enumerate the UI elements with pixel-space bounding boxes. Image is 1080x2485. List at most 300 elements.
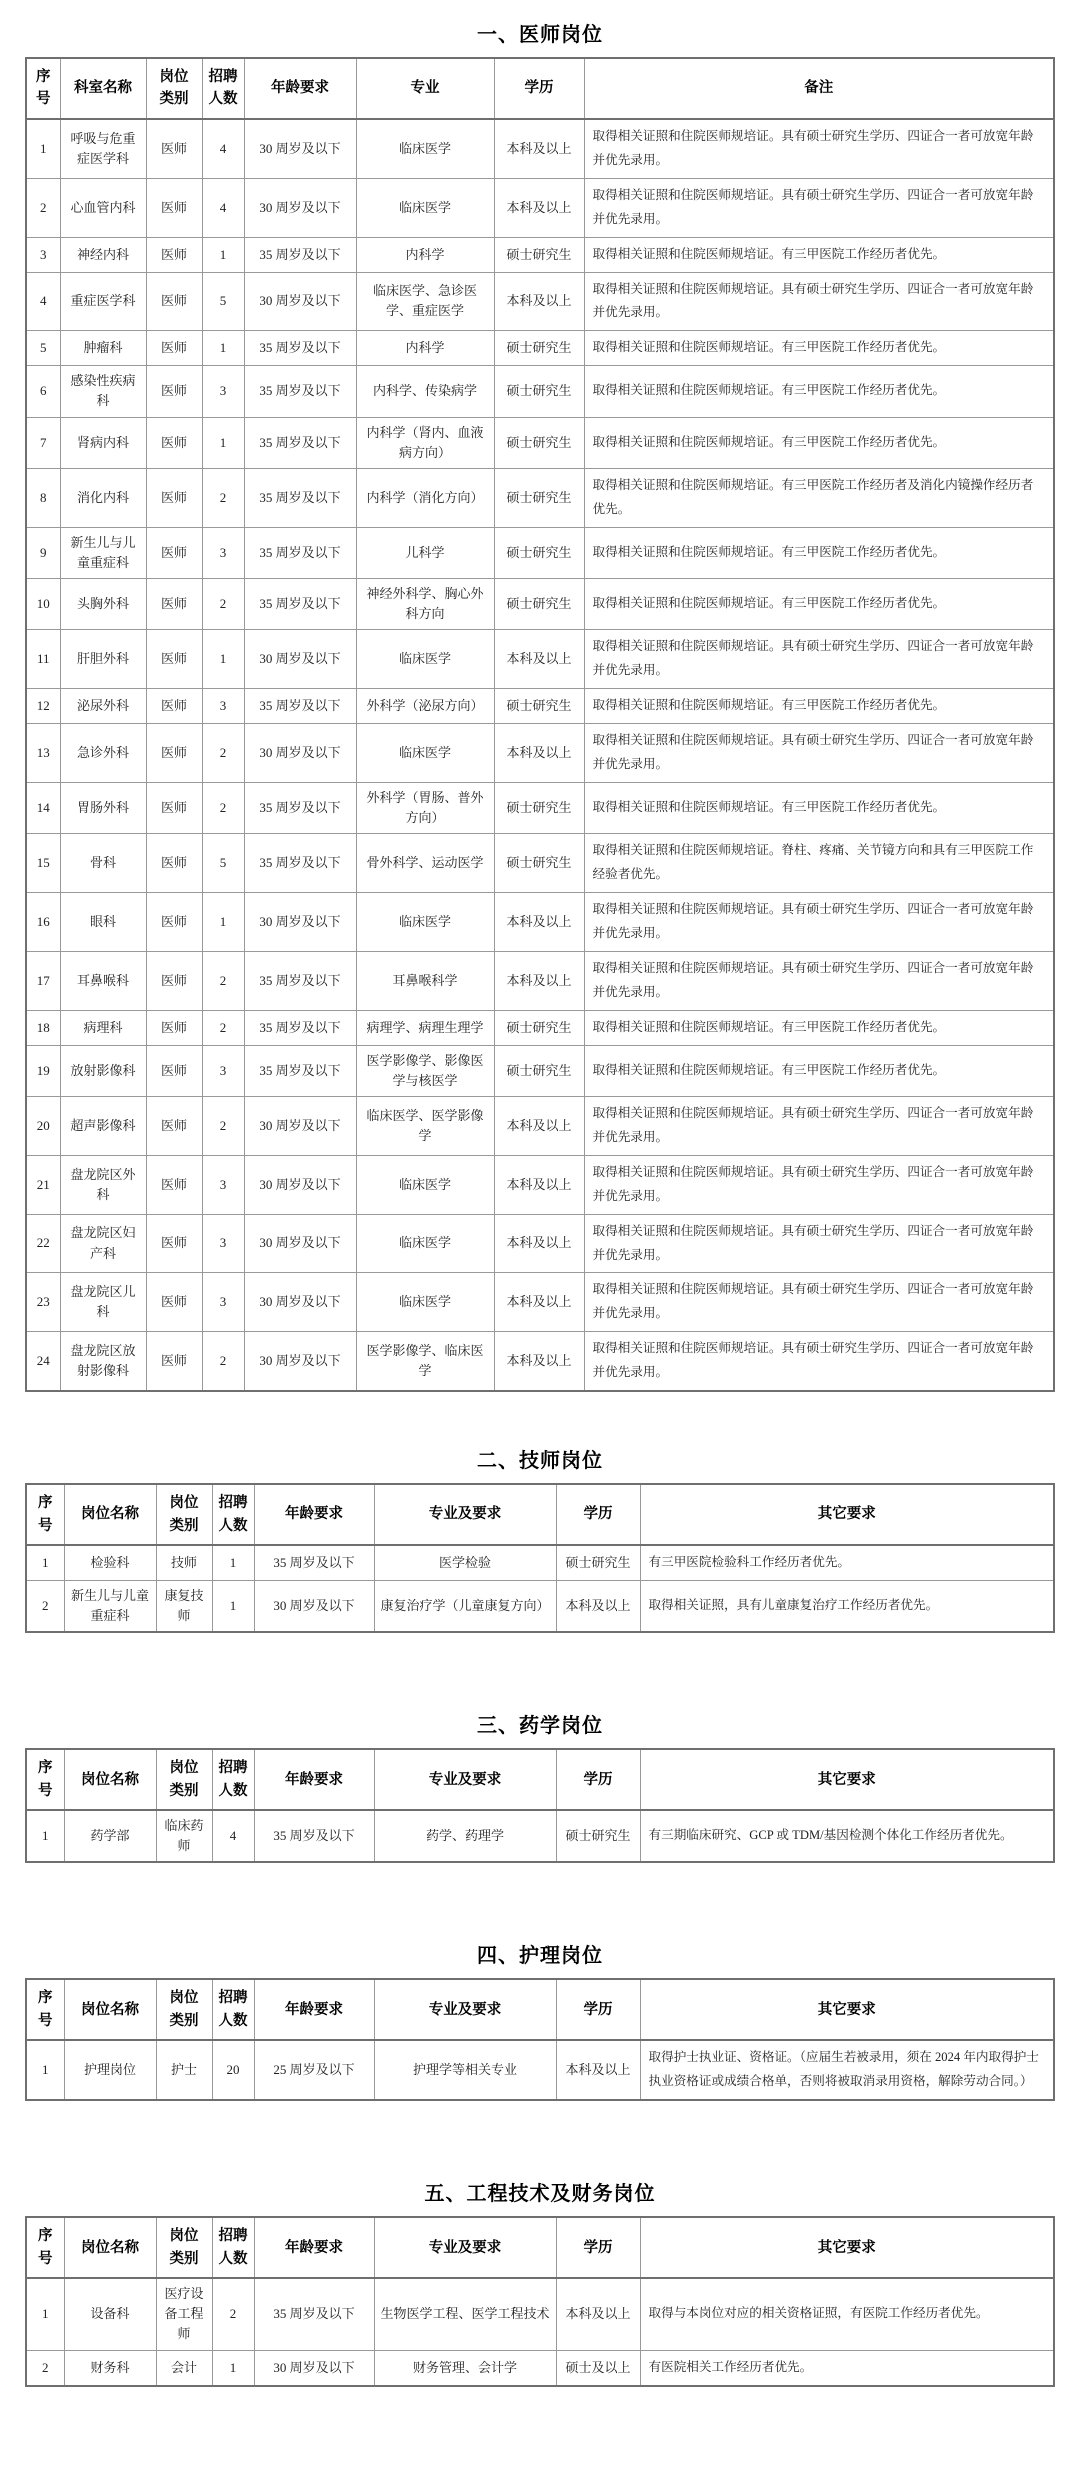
cell-dept: 肿瘤科 — [60, 331, 146, 366]
cell-age: 35 周岁及以下 — [254, 1810, 374, 1862]
table-row — [26, 2350, 1054, 2385]
cell-dept: 检验科 — [64, 1545, 156, 1580]
cell-no: 10 — [26, 579, 60, 630]
table-row — [26, 1155, 1054, 1214]
column-header: 其它要求 — [640, 2217, 1054, 2278]
cell-remark: 取得相关证照和住院医师规培证。有三甲医院工作经历者优先。 — [584, 331, 1054, 366]
cell-dept: 药学部 — [64, 1810, 156, 1862]
cell-remark: 有三期临床研究、GCP 或 TDM/基因检测个体化工作经历者优先。 — [640, 1810, 1054, 1862]
cell-remark: 取得相关证照和住院医师规培证。具有硕士研究生学历、四证合一者可放宽年龄并优先录用。 — [584, 272, 1054, 331]
cell-cat: 医师 — [146, 1045, 202, 1096]
cell-cat: 护士 — [156, 2040, 212, 2100]
cell-cat: 医师 — [146, 366, 202, 417]
cell-num: 3 — [202, 527, 244, 578]
table-row — [26, 1810, 1054, 1862]
cell-major: 临床医学 — [356, 724, 494, 783]
cell-remark: 取得相关证照和住院医师规培证。有三甲医院工作经历者优先。 — [584, 689, 1054, 724]
cell-dept: 感染性疾病科 — [60, 366, 146, 417]
cell-major: 临床医学、医学影像学 — [356, 1096, 494, 1155]
cell-remark: 取得相关证照和住院医师规培证。具有硕士研究生学历、四证合一者可放宽年龄并优先录用。 — [584, 724, 1054, 783]
cell-num: 4 — [202, 178, 244, 237]
cell-age: 35 周岁及以下 — [244, 1010, 356, 1045]
cell-num: 3 — [202, 366, 244, 417]
table-row — [26, 178, 1054, 237]
cell-edu: 硕士研究生 — [494, 366, 584, 417]
cell-age: 35 周岁及以下 — [244, 468, 356, 527]
cell-age: 30 周岁及以下 — [244, 1332, 356, 1391]
cell-dept: 呼吸与危重症医学科 — [60, 119, 146, 178]
cell-age: 30 周岁及以下 — [254, 1580, 374, 1632]
cell-dept: 消化内科 — [60, 468, 146, 527]
table-row — [26, 1273, 1054, 1332]
cell-cat: 医师 — [146, 1010, 202, 1045]
cell-num: 2 — [202, 782, 244, 833]
cell-no: 17 — [26, 951, 60, 1010]
cell-edu: 本科及以上 — [556, 2278, 640, 2350]
cell-age: 30 周岁及以下 — [244, 272, 356, 331]
column-header: 专业及要求 — [374, 2217, 556, 2278]
cell-age: 35 周岁及以下 — [254, 2278, 374, 2350]
cell-major: 临床医学 — [356, 1214, 494, 1273]
cell-cat: 医师 — [146, 237, 202, 272]
cell-cat: 医师 — [146, 951, 202, 1010]
column-header: 招聘 人数 — [212, 1484, 254, 1545]
cell-age: 35 周岁及以下 — [244, 417, 356, 468]
table-row — [26, 237, 1054, 272]
cell-edu: 本科及以上 — [494, 724, 584, 783]
cell-cat: 医师 — [146, 331, 202, 366]
table-header-row — [26, 2217, 1054, 2278]
column-header: 招聘 人数 — [202, 58, 244, 119]
column-header: 招聘 人数 — [212, 1979, 254, 2040]
cell-edu: 本科及以上 — [494, 893, 584, 952]
cell-dept: 病理科 — [60, 1010, 146, 1045]
cell-major: 内科学 — [356, 237, 494, 272]
column-header: 学历 — [494, 58, 584, 119]
cell-major: 康复治疗学（儿童康复方向） — [374, 1580, 556, 1632]
cell-num: 2 — [202, 724, 244, 783]
cell-dept: 耳鼻喉科 — [60, 951, 146, 1010]
cell-no: 13 — [26, 724, 60, 783]
cell-num: 4 — [202, 119, 244, 178]
cell-num: 1 — [202, 237, 244, 272]
cell-age: 35 周岁及以下 — [244, 782, 356, 833]
cell-age: 35 周岁及以下 — [244, 1045, 356, 1096]
section-spacer — [25, 1396, 1055, 1430]
cell-major: 临床医学、急诊医学、重症医学 — [356, 272, 494, 331]
cell-major: 财务管理、会计学 — [374, 2350, 556, 2385]
cell-major: 内科学、传染病学 — [356, 366, 494, 417]
cell-dept: 盘龙院区儿科 — [60, 1273, 146, 1332]
cell-major: 外科学（泌尿方向） — [356, 689, 494, 724]
cell-num: 3 — [202, 689, 244, 724]
cell-cat: 会计 — [156, 2350, 212, 2385]
cell-num: 20 — [212, 2040, 254, 2100]
cell-age: 35 周岁及以下 — [244, 237, 356, 272]
table-row — [26, 1545, 1054, 1580]
cell-major: 内科学（肾内、血液病方向） — [356, 417, 494, 468]
cell-major: 临床医学 — [356, 630, 494, 689]
cell-major: 临床医学 — [356, 893, 494, 952]
table-header-row — [26, 58, 1054, 119]
section-spacer — [25, 2105, 1055, 2163]
cell-remark: 取得相关证照和住院医师规培证。具有硕士研究生学历、四证合一者可放宽年龄并优先录用。 — [584, 1273, 1054, 1332]
cell-edu: 硕士研究生 — [494, 1010, 584, 1045]
cell-cat: 医师 — [146, 468, 202, 527]
cell-edu: 本科及以上 — [494, 1214, 584, 1273]
cell-no: 3 — [26, 237, 60, 272]
cell-remark: 取得相关证照，具有儿童康复治疗工作经历者优先。 — [640, 1580, 1054, 1632]
cell-no: 2 — [26, 2350, 64, 2385]
column-header: 岗位名称 — [64, 1979, 156, 2040]
section-title-technician: 二、技师岗位 — [477, 1450, 603, 1473]
column-header: 专业及要求 — [374, 1979, 556, 2040]
jobs-table-physician — [25, 57, 1055, 1392]
cell-edu: 硕士及以上 — [556, 2350, 640, 2385]
cell-dept: 急诊外科 — [60, 724, 146, 783]
cell-major: 临床医学 — [356, 1273, 494, 1332]
cell-cat: 医师 — [146, 1332, 202, 1391]
column-header: 年龄要求 — [244, 58, 356, 119]
cell-age: 30 周岁及以下 — [244, 1096, 356, 1155]
cell-edu: 本科及以上 — [494, 1096, 584, 1155]
cell-age: 35 周岁及以下 — [244, 689, 356, 724]
cell-no: 8 — [26, 468, 60, 527]
column-header: 备注 — [584, 58, 1054, 119]
cell-major: 药学、药理学 — [374, 1810, 556, 1862]
cell-no: 2 — [26, 1580, 64, 1632]
cell-num: 2 — [202, 1332, 244, 1391]
column-header: 序 号 — [26, 1979, 64, 2040]
cell-num: 3 — [202, 1045, 244, 1096]
cell-remark: 取得相关证照和住院医师规培证。具有硕士研究生学历、四证合一者可放宽年龄并优先录用。 — [584, 178, 1054, 237]
cell-cat: 医师 — [146, 893, 202, 952]
cell-remark: 取得相关证照和住院医师规培证。有三甲医院工作经历者优先。 — [584, 527, 1054, 578]
cell-edu: 硕士研究生 — [494, 579, 584, 630]
cell-no: 14 — [26, 782, 60, 833]
cell-cat: 医师 — [146, 724, 202, 783]
cell-age: 25 周岁及以下 — [254, 2040, 374, 2100]
table-row — [26, 417, 1054, 468]
cell-num: 2 — [202, 468, 244, 527]
column-header: 招聘 人数 — [212, 2217, 254, 2278]
cell-no: 1 — [26, 1545, 64, 1580]
cell-edu: 硕士研究生 — [556, 1810, 640, 1862]
cell-cat: 医师 — [146, 119, 202, 178]
cell-dept: 重症医学科 — [60, 272, 146, 331]
cell-remark: 取得相关证照和住院医师规培证。脊柱、疼痛、关节镜方向和具有三甲医院工作经验者优先。 — [584, 834, 1054, 893]
table-header-row — [26, 1484, 1054, 1545]
cell-dept: 盘龙院区外科 — [60, 1155, 146, 1214]
cell-major: 医学影像学、临床医学 — [356, 1332, 494, 1391]
cell-no: 6 — [26, 366, 60, 417]
table-row — [26, 1214, 1054, 1273]
cell-edu: 本科及以上 — [494, 1155, 584, 1214]
cell-dept: 骨科 — [60, 834, 146, 893]
column-header: 序 号 — [26, 1749, 64, 1810]
column-header: 岗位名称 — [64, 2217, 156, 2278]
cell-no: 22 — [26, 1214, 60, 1273]
cell-edu: 硕士研究生 — [494, 331, 584, 366]
column-header: 年龄要求 — [254, 1484, 374, 1545]
cell-remark: 取得相关证照和住院医师规培证。有三甲医院工作经历者优先。 — [584, 782, 1054, 833]
cell-edu: 本科及以上 — [494, 119, 584, 178]
column-header: 科室名称 — [60, 58, 146, 119]
table-row — [26, 630, 1054, 689]
section-title-engineering: 五、工程技术及财务岗位 — [424, 2183, 656, 2206]
cell-dept: 财务科 — [64, 2350, 156, 2385]
column-header: 专业及要求 — [374, 1484, 556, 1545]
cell-remark: 取得相关证照和住院医师规培证。有三甲医院工作经历者优先。 — [584, 417, 1054, 468]
table-row — [26, 834, 1054, 893]
cell-no: 19 — [26, 1045, 60, 1096]
cell-remark: 取得相关证照和住院医师规培证。具有硕士研究生学历、四证合一者可放宽年龄并优先录用。 — [584, 1332, 1054, 1391]
cell-num: 1 — [202, 331, 244, 366]
cell-no: 21 — [26, 1155, 60, 1214]
cell-major: 耳鼻喉科学 — [356, 951, 494, 1010]
cell-cat: 医师 — [146, 417, 202, 468]
cell-age: 30 周岁及以下 — [244, 893, 356, 952]
cell-num: 3 — [202, 1273, 244, 1332]
cell-dept: 新生儿与儿童重症科 — [60, 527, 146, 578]
cell-dept: 护理岗位 — [64, 2040, 156, 2100]
cell-age: 35 周岁及以下 — [244, 834, 356, 893]
table-row — [26, 119, 1054, 178]
table-row — [26, 724, 1054, 783]
section-spacer — [25, 1867, 1055, 1925]
cell-dept: 设备科 — [64, 2278, 156, 2350]
cell-age: 30 周岁及以下 — [244, 1273, 356, 1332]
cell-edu: 硕士研究生 — [494, 417, 584, 468]
cell-edu: 硕士研究生 — [494, 782, 584, 833]
cell-cat: 医师 — [146, 689, 202, 724]
cell-cat: 医师 — [146, 527, 202, 578]
table-row — [26, 1045, 1054, 1096]
cell-major: 护理学等相关专业 — [374, 2040, 556, 2100]
cell-dept: 眼科 — [60, 893, 146, 952]
cell-remark: 取得相关证照和住院医师规培证。具有硕士研究生学历、四证合一者可放宽年龄并优先录用。 — [584, 951, 1054, 1010]
jobs-table-pharmacy — [25, 1748, 1055, 1863]
cell-no: 18 — [26, 1010, 60, 1045]
cell-no: 11 — [26, 630, 60, 689]
column-header: 序 号 — [26, 1484, 64, 1545]
column-header: 序 号 — [26, 2217, 64, 2278]
cell-major: 临床医学 — [356, 119, 494, 178]
cell-remark: 取得相关证照和住院医师规培证。有三甲医院工作经历者优先。 — [584, 237, 1054, 272]
cell-major: 病理学、病理生理学 — [356, 1010, 494, 1045]
cell-major: 内科学（消化方向） — [356, 468, 494, 527]
column-header: 其它要求 — [640, 1979, 1054, 2040]
table-row — [26, 1580, 1054, 1632]
cell-num: 2 — [202, 1096, 244, 1155]
cell-dept: 肾病内科 — [60, 417, 146, 468]
column-header: 招聘 人数 — [212, 1749, 254, 1810]
column-header: 学历 — [556, 1749, 640, 1810]
cell-remark: 取得护士执业证、资格证。（应届生若被录用，须在 2024 年内取得护士执业资格证或成绩合格单，否则将被取消录用资格，解除劳动合同。） — [640, 2040, 1054, 2100]
cell-major: 临床医学 — [356, 1155, 494, 1214]
cell-edu: 本科及以上 — [494, 178, 584, 237]
cell-dept: 新生儿与儿童重症科 — [64, 1580, 156, 1632]
table-row — [26, 689, 1054, 724]
cell-dept: 神经内科 — [60, 237, 146, 272]
section-title-nursing: 四、护理岗位 — [477, 1945, 603, 1968]
cell-dept: 胃肠外科 — [60, 782, 146, 833]
cell-major: 外科学（胃肠、普外方向） — [356, 782, 494, 833]
cell-no: 12 — [26, 689, 60, 724]
column-header: 专业及要求 — [374, 1749, 556, 1810]
table-header-row — [26, 1979, 1054, 2040]
cell-num: 3 — [202, 1155, 244, 1214]
column-header: 岗位 类别 — [146, 58, 202, 119]
cell-remark: 取得相关证照和住院医师规培证。有三甲医院工作经历者优先。 — [584, 366, 1054, 417]
column-header: 学历 — [556, 2217, 640, 2278]
cell-no: 23 — [26, 1273, 60, 1332]
cell-cat: 医师 — [146, 1096, 202, 1155]
cell-edu: 本科及以上 — [494, 272, 584, 331]
cell-num: 4 — [212, 1810, 254, 1862]
cell-cat: 医师 — [146, 630, 202, 689]
cell-age: 30 周岁及以下 — [244, 119, 356, 178]
cell-remark: 取得相关证照和住院医师规培证。具有硕士研究生学历、四证合一者可放宽年龄并优先录用。 — [584, 1096, 1054, 1155]
cell-dept: 盘龙院区妇产科 — [60, 1214, 146, 1273]
cell-no: 9 — [26, 527, 60, 578]
cell-cat: 医师 — [146, 834, 202, 893]
table-header-row — [26, 1749, 1054, 1810]
cell-dept: 盘龙院区放射影像科 — [60, 1332, 146, 1391]
cell-major: 医学检验 — [374, 1545, 556, 1580]
cell-edu: 硕士研究生 — [494, 468, 584, 527]
cell-cat: 医师 — [146, 1273, 202, 1332]
table-row — [26, 1010, 1054, 1045]
table-row — [26, 527, 1054, 578]
column-header: 岗位 类别 — [156, 2217, 212, 2278]
cell-num: 2 — [212, 2278, 254, 2350]
cell-age: 35 周岁及以下 — [244, 527, 356, 578]
table-row — [26, 893, 1054, 952]
cell-no: 20 — [26, 1096, 60, 1155]
column-header: 年龄要求 — [254, 1749, 374, 1810]
cell-remark: 取得相关证照和住院医师规培证。具有硕士研究生学历、四证合一者可放宽年龄并优先录用。 — [584, 893, 1054, 952]
column-header: 岗位 类别 — [156, 1749, 212, 1810]
column-header: 序 号 — [26, 58, 60, 119]
cell-major: 骨外科学、运动医学 — [356, 834, 494, 893]
cell-remark: 取得相关证照和住院医师规培证。有三甲医院工作经历者优先。 — [584, 1045, 1054, 1096]
table-row — [26, 1096, 1054, 1155]
cell-dept: 泌尿外科 — [60, 689, 146, 724]
table-row — [26, 2278, 1054, 2350]
cell-cat: 医疗设备工程师 — [156, 2278, 212, 2350]
cell-dept: 放射影像科 — [60, 1045, 146, 1096]
cell-major: 医学影像学、影像医学与核医学 — [356, 1045, 494, 1096]
column-header: 学历 — [556, 1979, 640, 2040]
cell-no: 5 — [26, 331, 60, 366]
cell-num: 5 — [202, 834, 244, 893]
cell-num: 5 — [202, 272, 244, 331]
cell-cat: 医师 — [146, 178, 202, 237]
cell-num: 1 — [212, 1545, 254, 1580]
cell-remark: 有医院相关工作经历者优先。 — [640, 2350, 1054, 2385]
cell-num: 3 — [202, 1214, 244, 1273]
jobs-table-nursing — [25, 1978, 1055, 2101]
cell-cat: 技师 — [156, 1545, 212, 1580]
cell-edu: 硕士研究生 — [494, 689, 584, 724]
column-header: 其它要求 — [640, 1749, 1054, 1810]
cell-age: 35 周岁及以下 — [244, 951, 356, 1010]
cell-remark: 取得相关证照和住院医师规培证。有三甲医院工作经历者及消化内镜操作经历者优先。 — [584, 468, 1054, 527]
cell-age: 30 周岁及以下 — [244, 630, 356, 689]
column-header: 岗位 类别 — [156, 1484, 212, 1545]
cell-cat: 医师 — [146, 782, 202, 833]
cell-num: 1 — [212, 2350, 254, 2385]
column-header: 岗位 类别 — [156, 1979, 212, 2040]
cell-cat: 医师 — [146, 1155, 202, 1214]
jobs-table-technician — [25, 1483, 1055, 1633]
cell-num: 1 — [202, 893, 244, 952]
cell-num: 1 — [202, 417, 244, 468]
cell-num: 2 — [202, 579, 244, 630]
cell-no: 4 — [26, 272, 60, 331]
cell-dept: 肝胆外科 — [60, 630, 146, 689]
cell-no: 15 — [26, 834, 60, 893]
table-row — [26, 272, 1054, 331]
cell-edu: 本科及以上 — [556, 1580, 640, 1632]
cell-dept: 超声影像科 — [60, 1096, 146, 1155]
cell-remark: 取得相关证照和住院医师规培证。具有硕士研究生学历、四证合一者可放宽年龄并优先录用。 — [584, 1155, 1054, 1214]
cell-edu: 本科及以上 — [494, 951, 584, 1010]
cell-age: 30 周岁及以下 — [244, 724, 356, 783]
table-row — [26, 468, 1054, 527]
cell-no: 1 — [26, 2040, 64, 2100]
table-row — [26, 579, 1054, 630]
cell-age: 30 周岁及以下 — [244, 178, 356, 237]
cell-remark: 取得相关证照和住院医师规培证。有三甲医院工作经历者优先。 — [584, 579, 1054, 630]
cell-edu: 本科及以上 — [494, 1332, 584, 1391]
section-spacer — [25, 1637, 1055, 1695]
cell-age: 30 周岁及以下 — [244, 1155, 356, 1214]
column-header: 学历 — [556, 1484, 640, 1545]
cell-edu: 硕士研究生 — [494, 237, 584, 272]
column-header: 年龄要求 — [254, 2217, 374, 2278]
cell-dept: 头胸外科 — [60, 579, 146, 630]
cell-major: 儿科学 — [356, 527, 494, 578]
cell-age: 35 周岁及以下 — [244, 366, 356, 417]
column-header: 其它要求 — [640, 1484, 1054, 1545]
cell-age: 30 周岁及以下 — [254, 2350, 374, 2385]
cell-cat: 康复技师 — [156, 1580, 212, 1632]
cell-edu: 硕士研究生 — [494, 1045, 584, 1096]
cell-major: 生物医学工程、医学工程技术 — [374, 2278, 556, 2350]
table-row — [26, 951, 1054, 1010]
cell-cat: 临床药师 — [156, 1810, 212, 1862]
cell-remark: 有三甲医院检验科工作经历者优先。 — [640, 1545, 1054, 1580]
cell-cat: 医师 — [146, 272, 202, 331]
section-title-physician: 一、医师岗位 — [477, 24, 603, 46]
cell-remark: 取得相关证照和住院医师规培证。有三甲医院工作经历者优先。 — [584, 1010, 1054, 1045]
cell-num: 1 — [212, 1580, 254, 1632]
cell-no: 24 — [26, 1332, 60, 1391]
cell-num: 2 — [202, 1010, 244, 1045]
table-row — [26, 331, 1054, 366]
section-title-pharmacy: 三、药学岗位 — [477, 1715, 603, 1738]
cell-age: 35 周岁及以下 — [244, 331, 356, 366]
cell-age: 35 周岁及以下 — [244, 579, 356, 630]
table-row — [26, 366, 1054, 417]
column-header: 岗位名称 — [64, 1484, 156, 1545]
cell-major: 神经外科学、胸心外科方向 — [356, 579, 494, 630]
cell-major: 临床医学 — [356, 178, 494, 237]
column-header: 专业 — [356, 58, 494, 119]
column-header: 岗位名称 — [64, 1749, 156, 1810]
